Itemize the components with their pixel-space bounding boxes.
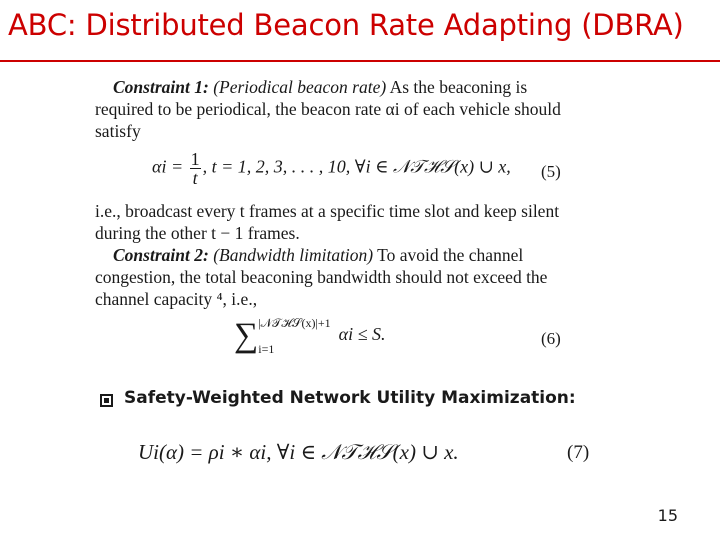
constraint-2-text-rest: congestion, the total beaconing bandwidth should not exceed the channel capacity ⁴, i.e., xyxy=(95,267,548,309)
constraint-2-name: (Bandwidth limitation) xyxy=(213,245,374,265)
checkbox-bullet-icon xyxy=(100,394,113,407)
constraint-1-text-rest: required to be periodical, the beacon rate αi of each vehicle should satisfy xyxy=(95,99,561,141)
explanation-paragraph: i.e., broadcast every t frames at a specific time slot and keep silent during the other t − 1 frames. xyxy=(95,201,560,243)
constraint-1-paragraph xyxy=(95,76,565,142)
constraint-2-paragraph xyxy=(95,244,565,310)
slide-title: ABC: Distributed Beacon Rate Adapting (DBRA) xyxy=(8,8,684,42)
title-divider xyxy=(0,60,720,62)
summation-limits xyxy=(258,310,330,362)
eq6-body: αi ≤ S. xyxy=(338,324,386,345)
constraint-2-label: Constraint 2: xyxy=(113,245,209,265)
sum-lower-limit: i=1 xyxy=(258,342,275,356)
sum-upper-limit: |𝒩𝒯ℋ𝒮(x)|+1 xyxy=(258,316,331,330)
section-heading: Safety-Weighted Network Utility Maximization: xyxy=(124,388,576,408)
page-number: 15 xyxy=(657,506,678,525)
constraint-2-text-first: To avoid the channel xyxy=(373,245,524,265)
equation-7: Ui(α) = ρi ∗ αi, ∀i ∈ 𝒩𝒯ℋ𝒮(x) ∪ x. xyxy=(138,440,459,464)
eq5-fraction-numerator: 1 xyxy=(190,149,200,169)
constraint-1-name: (Periodical beacon rate) xyxy=(213,77,387,97)
equation-6 xyxy=(234,310,385,362)
constraint-1-label: Constraint 1: xyxy=(113,77,209,97)
eq5-fraction-denominator: t xyxy=(192,168,198,188)
equation-5-number: (5) xyxy=(541,162,561,181)
eq5-fraction xyxy=(190,150,201,187)
summation-symbol: ∑ xyxy=(234,317,259,354)
eq5-rhs: , t = 1, 2, 3, . . . , 10, ∀i ∈ 𝒩𝒯ℋ𝒮(x) ∪ x, xyxy=(202,156,511,177)
constraint-1-text-first: As the beaconing is xyxy=(386,77,528,97)
eq5-lhs: αi = xyxy=(152,156,188,177)
equation-5 xyxy=(152,150,511,187)
equation-7-number: (7) xyxy=(567,442,590,463)
equation-6-number: (6) xyxy=(541,329,561,348)
